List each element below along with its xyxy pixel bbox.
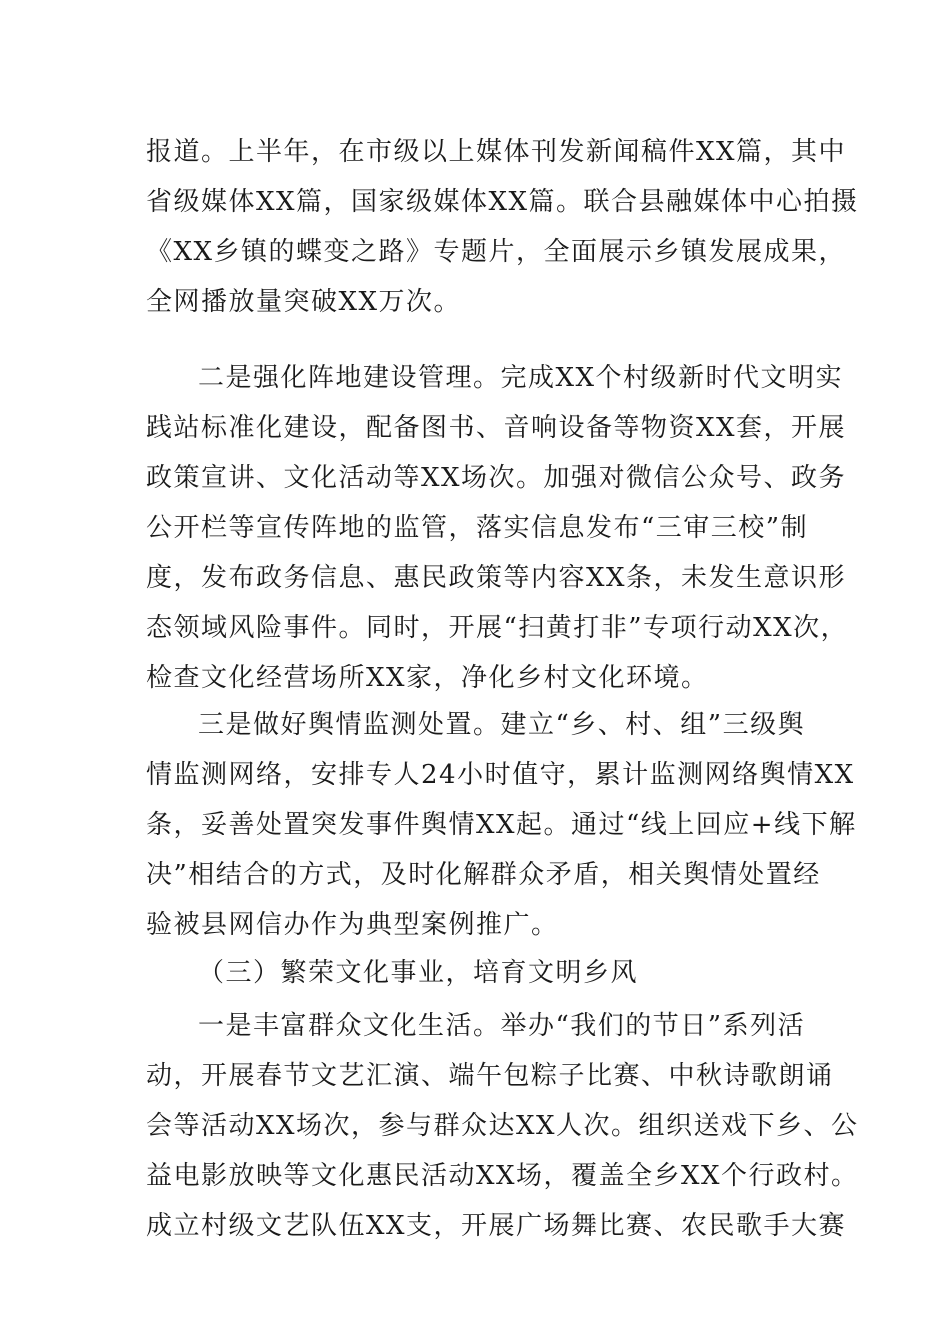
text-line: 践站标准化建设，配备图书、音响设备等物资XX套，开展 [146,413,847,443]
text-line: 公开栏等宣传阵地的监管，落实信息发布“三审三校”制 [146,513,809,543]
text-line: 成立村级文艺队伍XX支，开展广场舞比赛、农民歌手大赛 [146,1211,847,1241]
text-line: 会等活动XX场次，参与群众达XX人次。组织送戏下乡、公 [146,1111,859,1141]
text-line: 决”相结合的方式，及时化解群众矛盾，相关舆情处置经 [146,860,821,890]
paragraph-start-line: 三是做好舆情监测处置。建立“乡、村、组”三级舆 [198,710,806,740]
text-line: 检查文化经营场所XX家，净化乡村文化环境。 [146,663,709,693]
text-line: 政策宣讲、文化活动等XX场次。加强对微信公众号、政务 [146,463,847,493]
text-line: 情监测网络，安排专人24小时值守，累计监测网络舆情XX [146,760,855,790]
text-line: 态领域风险事件。同时，开展“扫黄打非”专项行动XX次， [146,613,849,643]
text-line: 报道。上半年，在市级以上媒体刊发新闻稿件XX篇，其中 [146,137,847,167]
text-line: 条，妥善处置突发事件舆情XX起。通过“线上回应+线下解 [146,810,857,840]
text-line: 度，发布政务信息、惠民政策等内容XX条，未发生意识形 [146,563,847,593]
text-line: 全网播放量突破XX万次。 [146,287,462,317]
paragraph-start-line: 一是丰富群众文化生活。举办“我们的节日”系列活 [198,1011,806,1041]
text-line: 省级媒体XX篇，国家级媒体XX篇。联合县融媒体中心拍摄 [146,187,859,217]
text-line: 动，开展春节文艺汇演、端午包粽子比赛、中秋诗歌朗诵 [146,1061,834,1091]
section-heading: （三）繁荣文化事业，培育文明乡风 [198,958,639,988]
text-line: 益电影放映等文化惠民活动XX场，覆盖全乡XX个行政村。 [146,1161,859,1191]
text-line: 《XX乡镇的蝶变之路》专题片，全面展示乡镇发展成果， [146,237,847,267]
paragraph-start-line: 二是强化阵地建设管理。完成XX个村级新时代文明实 [198,363,844,393]
text-line: 验被县网信办作为典型案例推广。 [146,910,559,940]
